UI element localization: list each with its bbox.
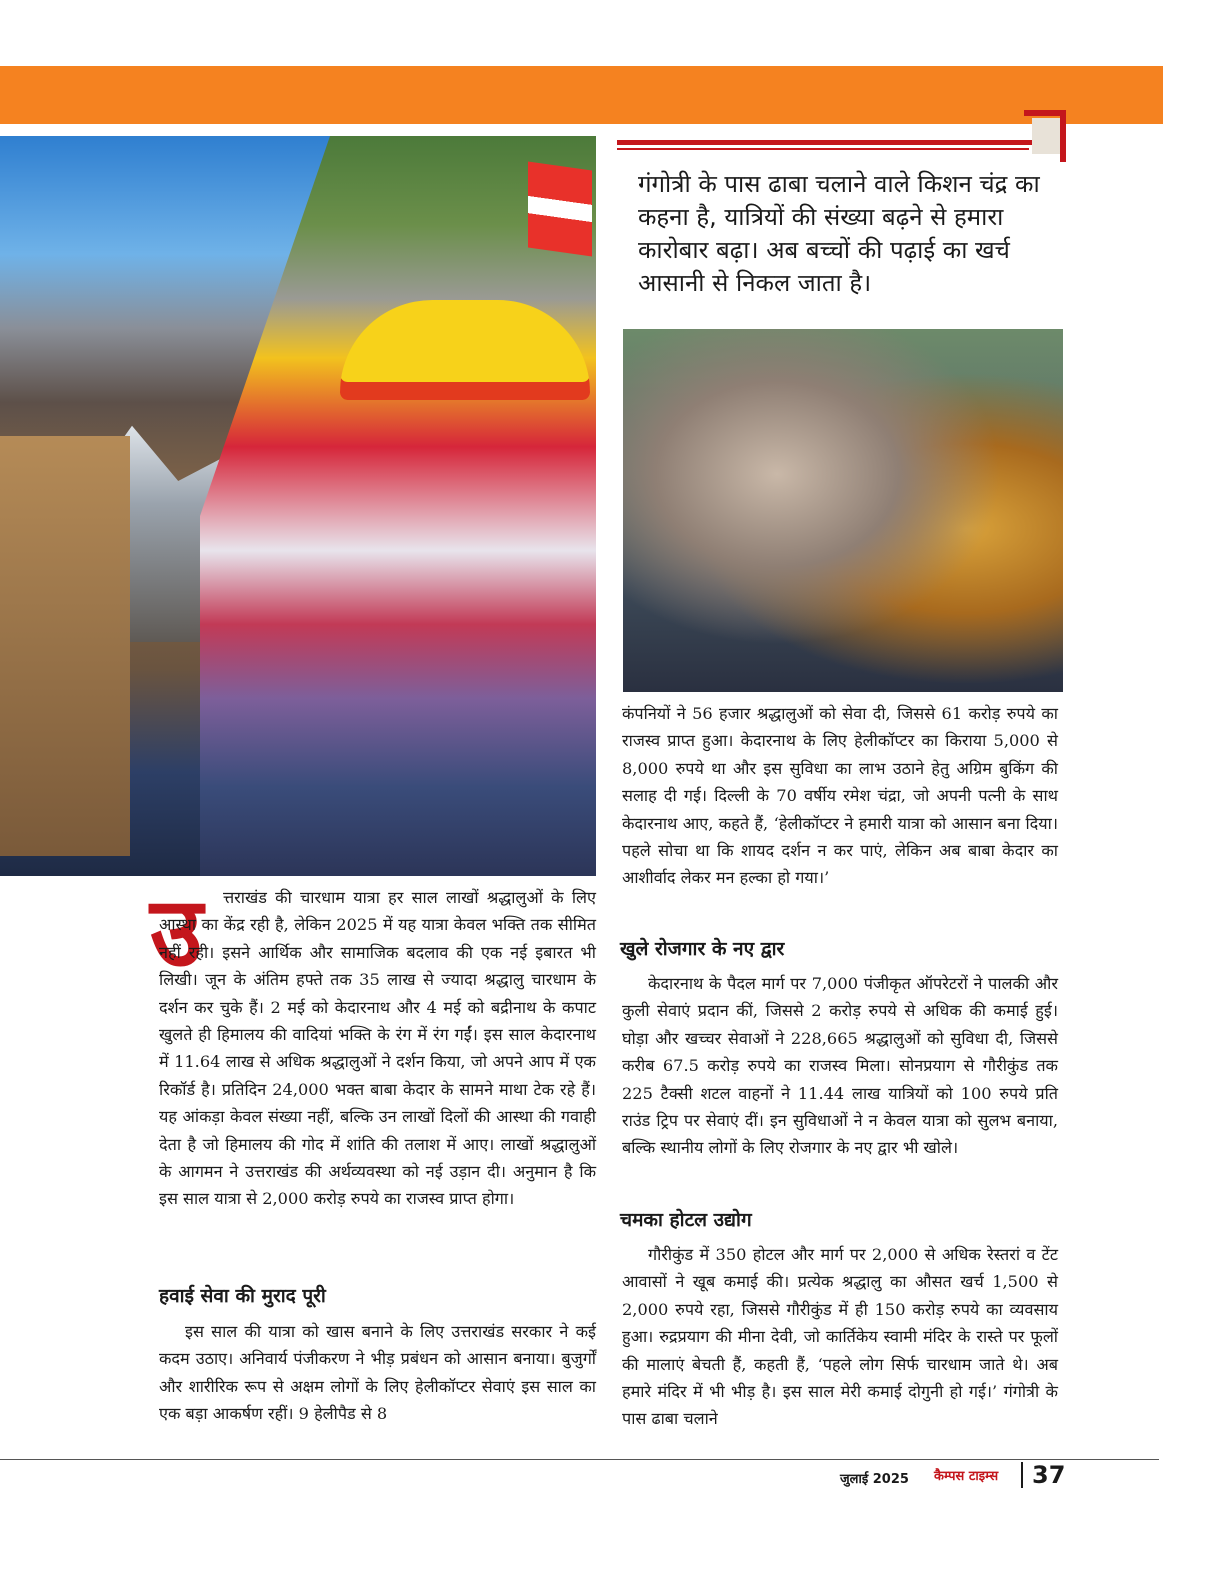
air-paragraph [159,1318,596,1428]
pull-quote-rule-thin [617,148,1029,150]
intro-text: त्तराखंड की चारधाम यात्रा हर साल लाखों श्रद्धालुओं के लिए आस्था का केंद्र रही है, लेकिन 2025 में यह यात्रा केवल भक्ति तक सीमित नहीं रही। इसने आर्थिक और सामाजिक बदलाव की एक नई इबारत भी लिखी। जून के अंतिम हफ्ते तक 35 लाख से ज्यादा श्रद्धालु चारधाम के दर्शन कर चुके हैं। 2 मई को केदारनाथ और 4 मई को बद्रीनाथ के कपाट खुलते ही हिमालय की वादियां भक्ति के रंग में रंग गईं। इस साल केदारनाथ में 11.64 लाख से अधिक श्रद्धालुओं ने दर्शन किया, जो अपने आप में एक रिकॉर्ड है। प्रतिदिन 24,000 भक्त बाबा केदार के सामने माथा टेक रहे हैं। यह आंकड़ा केवल संख्या नहीं, बल्कि उन लाखों दिलों की आस्था की गवाही देता है जो हिमालय की गोद में शांति की तलाश में आए। लाखों श्रद्धालुओं के आगमन ने उत्तराखंड की अर्थव्यवस्था को नई उड़ान दी। अनुमान है कि इस साल यात्रा से 2,000 करोड़ रुपये का राजस्व प्राप्त होगा। [159,888,596,1209]
right-continuation-text: कंपनियों ने 56 हजार श्रद्धालुओं को सेवा दी, जिससे 61 करोड़ रुपये का राजस्व प्राप्त हुआ। केदारनाथ के लिए हेलीकॉप्टर का किराया 5,000 से 8,000 रुपये था और इस सुविधा का लाभ उठाने हेतु अग्रिम बुकिंग की सलाह दी गई। दिल्ली के 70 वर्षीय रमेश चंद्रा, जो अपनी पत्नी के साथ केदारनाथ आए, कहते हैं, ‘हेलीकॉप्टर ने हमारी यात्रा को आसान बना दिया। पहले सोचा था कि शायद दर्शन न कर पाएं, लेकिन अब बाबा केदार का आशीर्वाद लेकर मन हल्का हो गया।’ [622,704,1058,888]
footer-rule [0,1459,1159,1460]
section-heading-air: हवाई सेवा की मुराद पूरी [159,1285,326,1307]
header-orange-band [0,66,1163,124]
kedarnath-temple-structure [0,436,130,856]
footer-brand-logo: कैम्पस टाइम्स [934,1469,999,1484]
hotel-paragraph [622,1241,1058,1433]
drop-cap: उ [150,876,203,988]
jobs-text: केदारनाथ के पैदल मार्ग पर 7,000 पंजीकृत ऑपरेटरों ने पालकी और कुली सेवाएं प्रदान कीं, जिससे 2 करोड़ रुपये से अधिक की कमाई हुई। घोड़ा और खच्चर सेवाओं ने 228,665 श्रद्धालुओं को सुविधा दी, जिससे करीब 67.5 करोड़ रुपये का राजस्व मिला। सोनप्रयाग से गौरीकुंड तक 225 टैक्सी शटल वाहनों ने 11.44 लाख यात्रियों को 100 रुपये प्रति राउंड ट्रिप पर सेवाएं दीं। इन सुविधाओं ने न केवल यात्रा को सुलभ बनाया, बल्कि स्थानीय लोगों के लिए रोजगार के नए द्वार भी खोले। [622,974,1058,1158]
pull-quote-rule [617,140,1059,145]
page-number: 37 [1032,1461,1066,1489]
jobs-paragraph [622,970,1058,1162]
air-text: इस साल की यात्रा को खास बनाने के लिए उत्तराखंड सरकार ने कई कदम उठाए। अनिवार्य पंजीकरण ने भीड़ प्रबंधन को आसान बनाया। बुजुर्गों और शारीरिक रूप से अक्षम लोगों के लिए हेलीकॉप्टर सेवाएं इस साल का एक बड़ा आकर्षण रहीं। 9 हेलीपैड से 8 [159,1322,596,1424]
intro-paragraph [159,884,596,1213]
hotel-text: गौरीकुंड में 350 होटल और मार्ग पर 2,000 से अधिक रेस्तरां व टेंट आवासों ने खूब कमाई की। प्रत्येक श्रद्धालु का औसत खर्च 1,500 से 2,000 रुपये रहा, जिससे गौरीकुंड में ही 150 करोड़ रुपये का व्यवसाय हुआ। रुद्रप्रयाग की मीना देवी, जो कार्तिकेय स्वामी मंदिर के रास्ते पर फूलों की मालाएं बेचती हैं, कहती हैं, ‘पहले लोग सिर्फ चारधाम जाते थे। अब हमारे मंदिर में भी भीड़ है। इस साल मेरी कमाई दोगुनी हो गई।’ गंगोत्री के पास ढाबा चलाने [622,1245,1058,1429]
right-continuation-paragraph [622,700,1058,892]
pull-quote-corner [1024,110,1066,162]
section-heading-jobs: खुले रोजगार के नए द्वार [620,938,785,960]
footer-separator [1021,1462,1023,1488]
sadhu-blessing-photo [623,329,1063,692]
temple-flag [528,162,592,257]
pull-quote: गंगोत्री के पास ढाबा चलाने वाले किशन चंद्र का कहना है, यात्रियों की संख्या बढ़ने से हमारा कारोबार बढ़ा। अब बच्चों की पढ़ाई का खर्च आसानी से निकल जाता है। [638,170,1040,297]
footer-date: जुलाई 2025 [840,1472,909,1487]
section-heading-hotel: चमका होटल उद्योग [620,1209,752,1231]
